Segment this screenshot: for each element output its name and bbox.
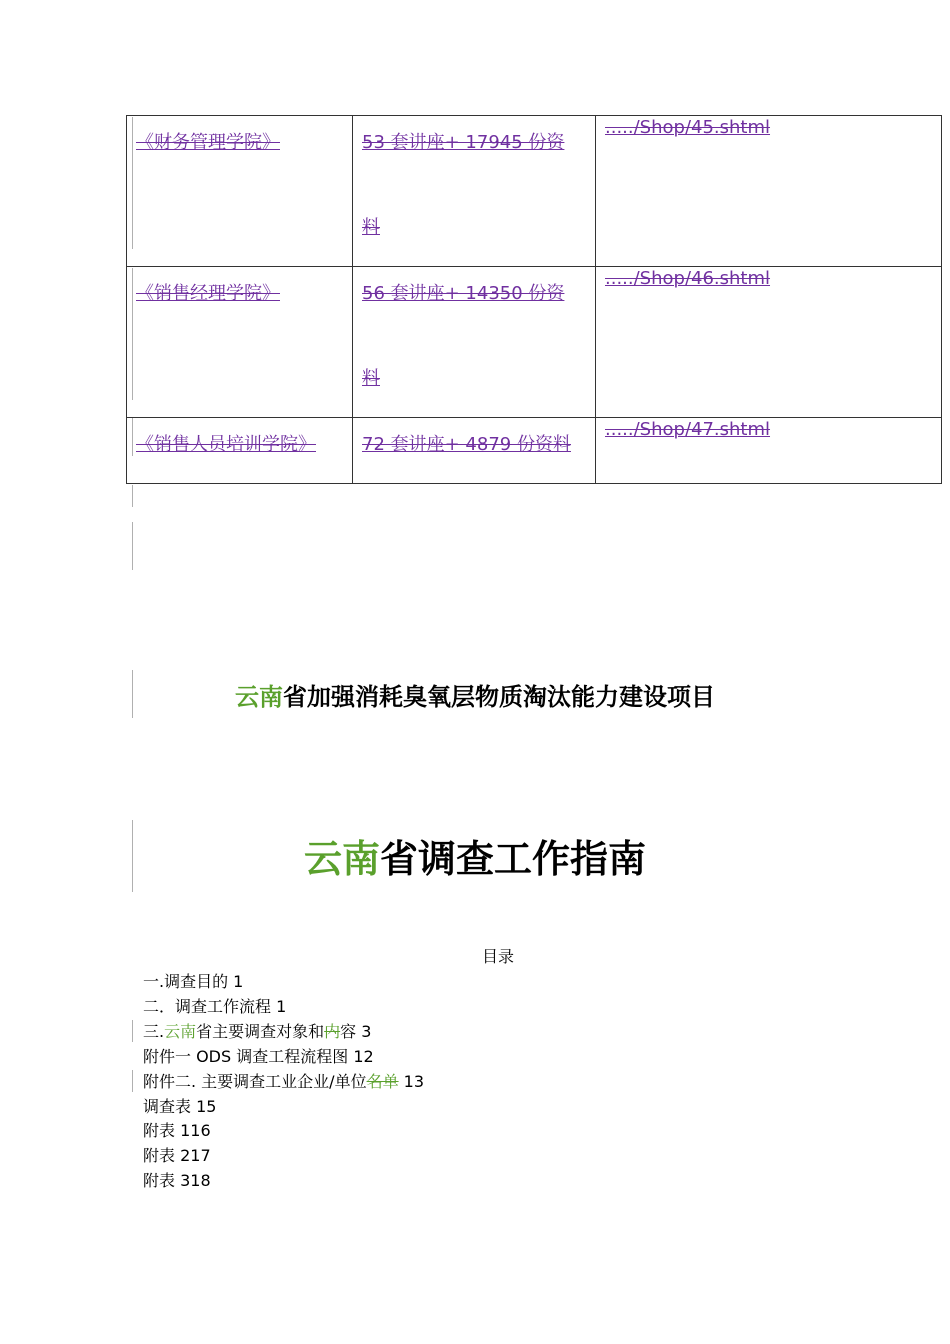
toc-item[interactable]: 附件一 ODS 调查工程流程图 12 — [143, 1046, 374, 1066]
course-name-link[interactable]: 《销售经理学院》 — [136, 283, 280, 304]
table-row — [127, 267, 942, 418]
change-bar — [132, 1020, 133, 1042]
guide-title — [0, 835, 950, 883]
toc-text: 容 3 — [340, 1021, 372, 1041]
title-text: 省调查工作指南 — [380, 837, 647, 881]
course-name-link[interactable]: 《销售人员培训学院》 — [136, 434, 316, 455]
course-desc-link[interactable]: 56 套讲座+ 14350 份资 — [362, 283, 565, 304]
change-bar — [132, 485, 133, 507]
course-url-link[interactable]: ...../Shop/47.shtml — [605, 419, 771, 440]
toc-item[interactable]: 附表 116 — [143, 1121, 211, 1141]
table-row — [127, 116, 942, 267]
toc-item[interactable]: 调查表 15 — [143, 1096, 217, 1116]
table-cell — [596, 116, 942, 267]
table-cell — [353, 418, 596, 484]
toc-item[interactable]: 附表 217 — [143, 1146, 211, 1166]
toc-heading: 目录 — [481, 947, 514, 966]
toc-item[interactable]: 附表 318 — [143, 1171, 211, 1191]
title-text: 省加强消耗臭氧层物质淘汰能力建设项目 — [283, 683, 715, 711]
toc-item[interactable]: 二．调查工作流程 1 — [143, 996, 287, 1016]
change-bar — [132, 522, 133, 570]
inserted-text: 云南 — [164, 1021, 197, 1041]
table-cell — [596, 267, 942, 418]
toc-item[interactable]: 一.调查目的 1 — [143, 972, 244, 991]
table-cell — [127, 267, 353, 418]
toc-item[interactable] — [143, 1070, 424, 1095]
deleted-text: 名单 — [366, 1071, 399, 1091]
deleted-text: 内 — [324, 1021, 341, 1041]
toc-text: 省主要调查对象和 — [196, 1021, 325, 1041]
table-row — [127, 418, 942, 484]
title-highlight: 云南 — [235, 683, 283, 711]
course-desc-link-cont[interactable]: 料 — [362, 368, 380, 389]
table-cell — [353, 116, 596, 267]
table-cell — [127, 116, 353, 267]
table-cell — [127, 418, 353, 484]
course-desc-link-cont[interactable]: 料 — [362, 217, 380, 238]
table-cell — [353, 267, 596, 418]
toc-text: 13 — [398, 1071, 425, 1091]
toc-item[interactable] — [143, 1020, 424, 1045]
toc-text: 附件二. 主要调查工业企业/单位 — [143, 1071, 367, 1091]
course-url-link[interactable]: ...../Shop/45.shtml — [605, 117, 771, 138]
project-title — [0, 680, 950, 714]
table-of-contents — [143, 970, 424, 1194]
course-name-link[interactable]: 《财务管理学院》 — [136, 132, 280, 153]
course-url-link[interactable]: ...../Shop/46.shtml — [605, 268, 771, 289]
table-cell — [596, 418, 942, 484]
course-desc-link[interactable]: 72 套讲座+ 4879 份资料 — [362, 434, 571, 455]
change-bar — [132, 1070, 133, 1092]
course-links-table — [126, 115, 942, 484]
title-highlight: 云南 — [303, 837, 380, 881]
course-desc-link[interactable]: 53 套讲座+ 17945 份资 — [362, 132, 565, 153]
toc-text: 三. — [143, 1021, 165, 1041]
